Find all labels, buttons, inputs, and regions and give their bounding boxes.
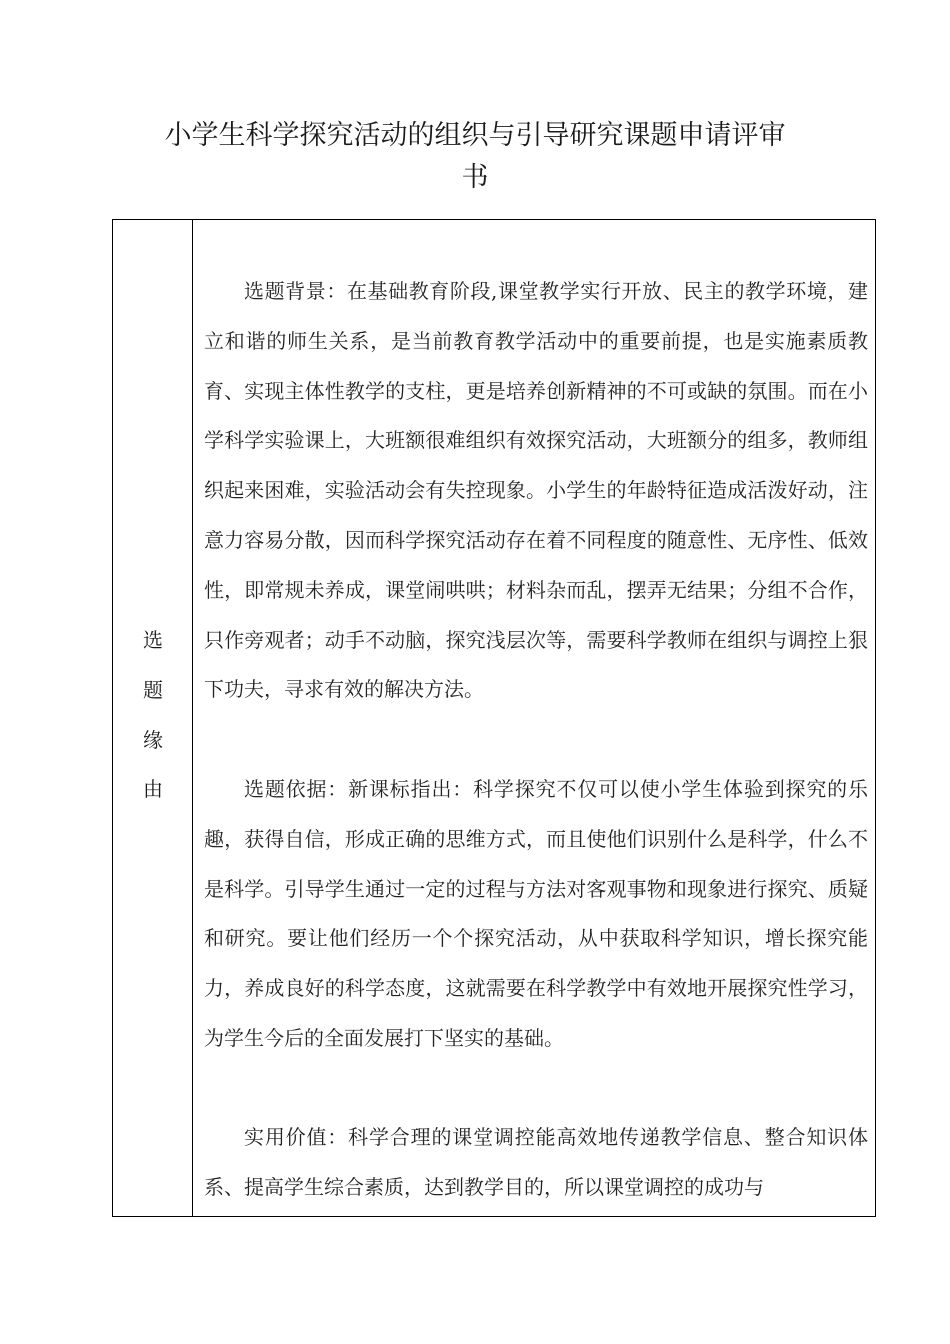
section-label-char: 由 (143, 777, 163, 801)
application-table (112, 219, 876, 1217)
section-label-char: 题 (143, 678, 163, 702)
section-label-char: 缘 (143, 728, 163, 752)
section-label-char: 选 (143, 628, 163, 652)
paragraph-basis: 选题依据：新课标指出：科学探究不仅可以使小学生体验到探究的乐趣，获得自信，形成正确的思维方式，而且使他们识别什么是科学，什么不是科学。引导学生通过一定的过程与方法对客观事物和现象进行探究、质疑和研究。要让他们经历一个个探究活动，从中获取科学知识，增长探究能力，养成良好的科学态度，这就需要在科学教学中有效地开展探究性学习，为学生今后的全面发展打下坚实的基础。 (204, 777, 868, 1050)
section-label-cell (113, 220, 193, 1216)
document-title-line-1: 小学生科学探究活动的组织与引导研究课题申请评审 (164, 120, 786, 151)
paragraph-background: 选题背景：在基础教育阶段,课堂教学实行开放、民主的教学环境，建立和谐的师生关系，是当前教育教学活动中的重要前提，也是实施素质教育、实现主体性教学的支柱，更是培养创新精神的不可或缺的氛围。而在小学科学实验课上，大班额很难组织有效探究活动，大班额分的组多，教师组织起来困难，实验活动会有失控现象。小学生的年龄特征造成活泼好动，注意力容易分散，因而科学探究活动存在着不同程度的随意性、无序性、低效性，即常规未养成，课堂闹哄哄；材料杂而乱，摆弄无结果；分组不合作，只作旁观者；动手不动脑，探究浅层次等，需要科学教师在组织与调控上狠下功夫，寻求有效的解决方法。 (204, 279, 868, 702)
document-title-line-2: 书 (461, 162, 489, 193)
section-content-cell (194, 220, 876, 1216)
paragraph-practical-value: 实用价值：科学合理的课堂调控能高效地传递教学信息、整合知识体系、提高学生综合素质，达到教学目的，所以课堂调控的成功与 (204, 1125, 868, 1199)
